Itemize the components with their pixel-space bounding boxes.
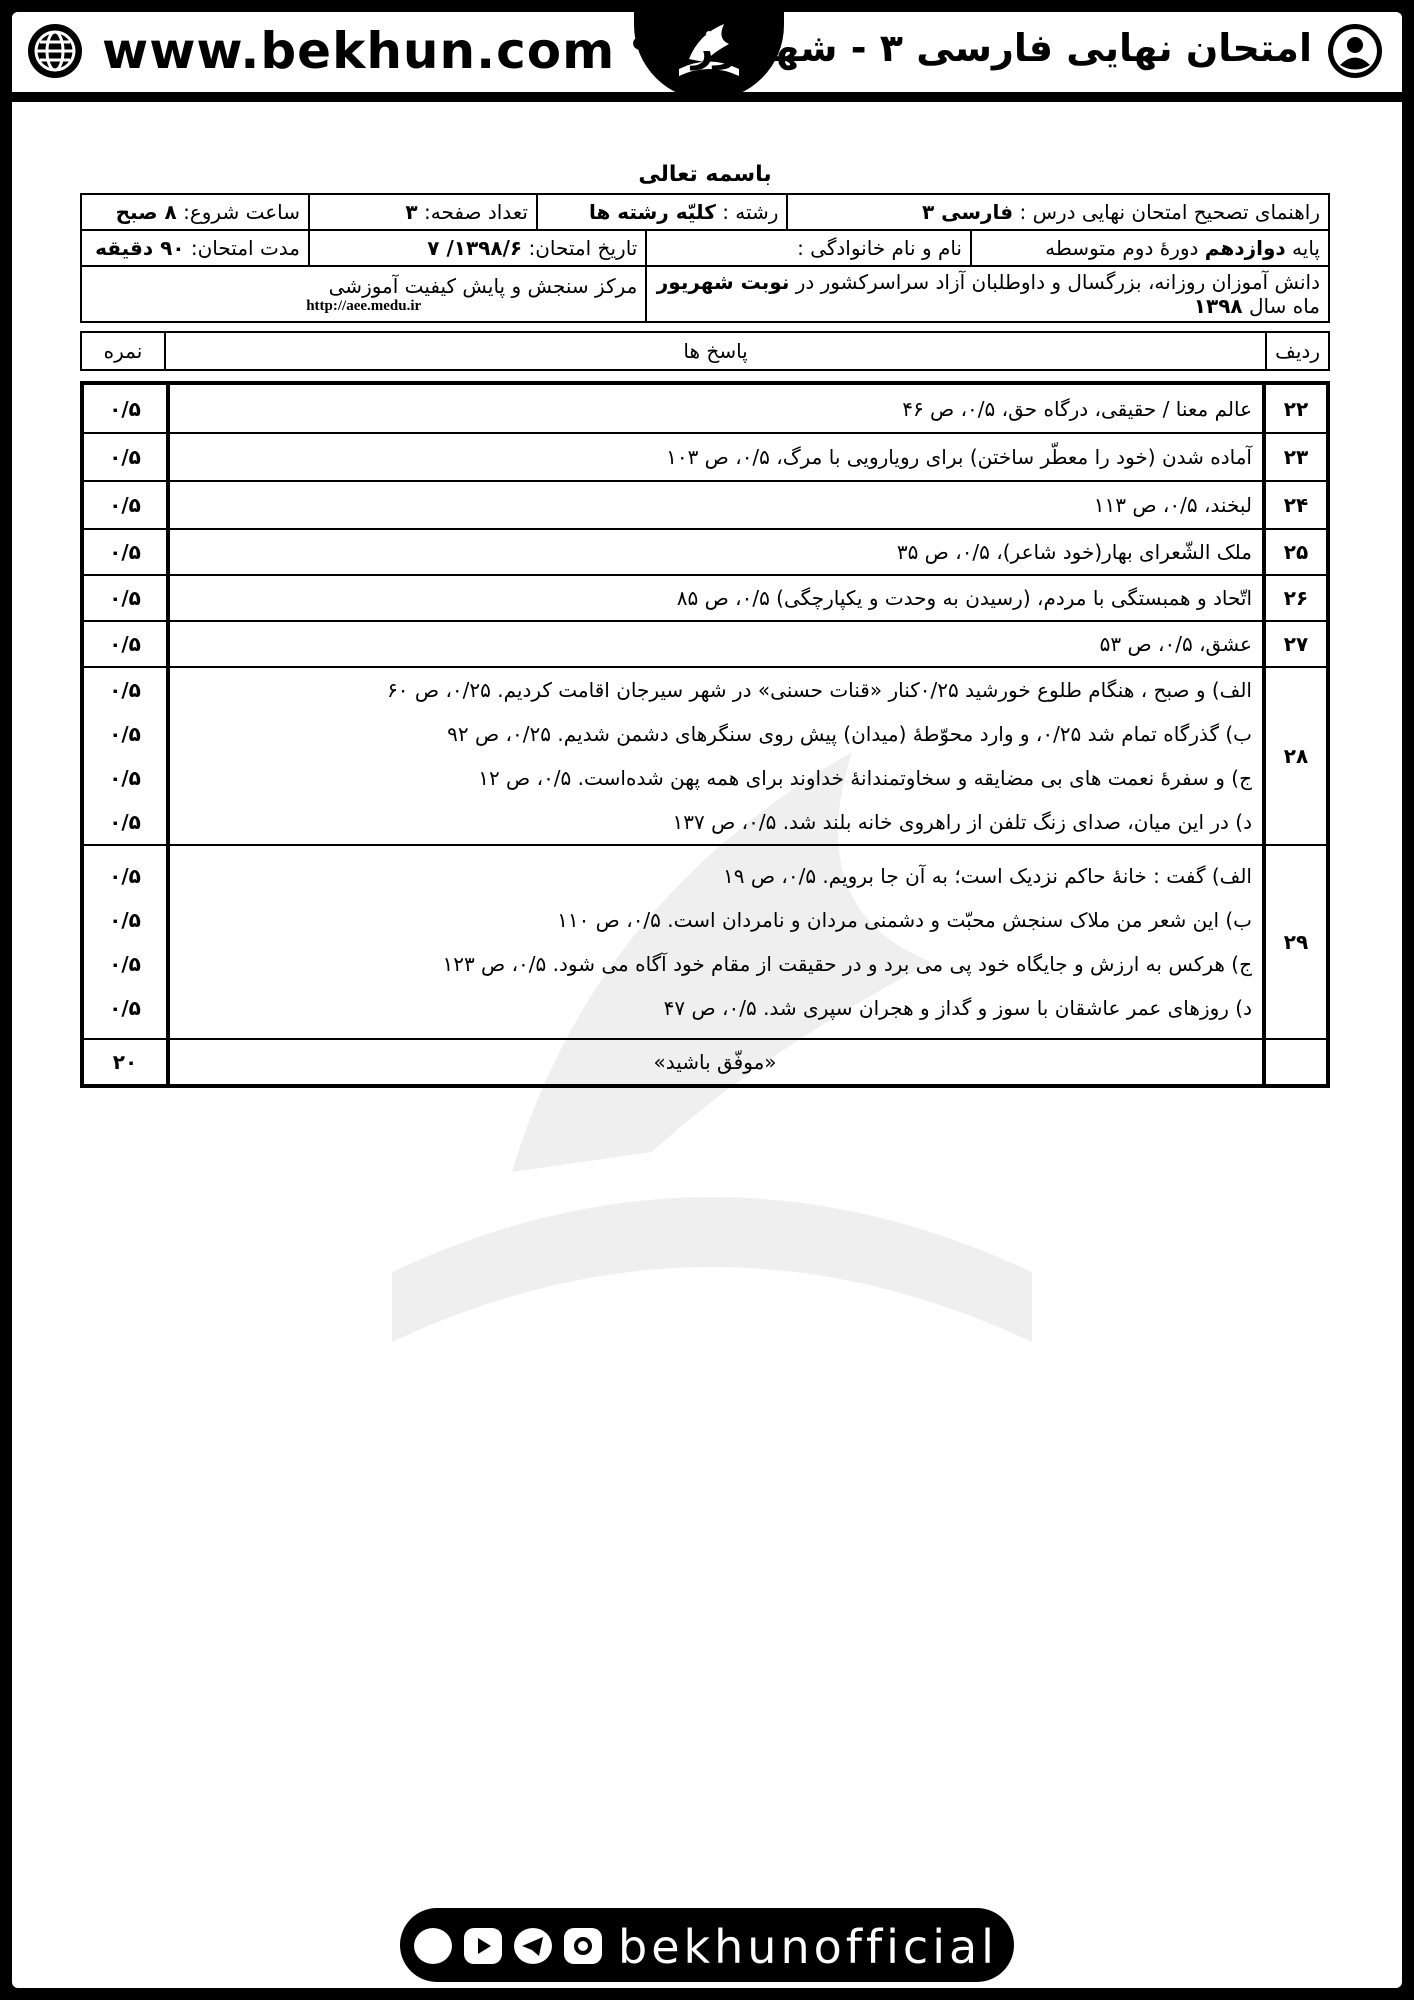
answer-line: د) روزهای عمر عاشقان با سوز و گداز و هجران سپری شد. ۰/۵، ص ۴۷ <box>663 996 1252 1020</box>
score-cell <box>82 529 168 575</box>
globe-icon <box>26 22 84 80</box>
answer-line: ب) گذرگاه تمام شد ۰/۲۵، و وارد محوّطهٔ (میدان) پیش روی سنگرهای دشمن شدیم. ۰/۲۵، ص ۹۲ <box>447 722 1252 746</box>
answer-row <box>82 621 1328 667</box>
answer-text <box>168 667 1264 845</box>
answer-line: آماده شدن (خود را معطّر ساختن) برای رویارویی با مرگ، ۰/۵، ص ۱۰۳ <box>666 445 1252 469</box>
score-value: ۰/۵ <box>109 586 141 610</box>
answer-text <box>168 575 1264 621</box>
row-number: ۲۹ <box>1264 845 1328 1039</box>
column-header-table <box>80 331 1330 371</box>
score-value: ۰/۵ <box>109 766 141 790</box>
row-number: ۲۵ <box>1264 529 1328 575</box>
answers-table <box>80 381 1330 1088</box>
total-score: ۲۰ <box>82 1039 168 1086</box>
aparat-icon[interactable] <box>414 1928 452 1964</box>
closing-row-num <box>1264 1039 1328 1086</box>
col-row-header: ردیف <box>1266 332 1329 370</box>
row-number: ۲۷ <box>1264 621 1328 667</box>
score-cell <box>82 481 168 529</box>
top-banner <box>12 12 1402 102</box>
answer-line: ج) و سفرهٔ نعمت های بی مضایقه و سخاوتمندانهٔ خداوند برای همه پهن شده‌است. ۰/۵، ص ۱۲ <box>478 766 1252 790</box>
answer-text <box>168 529 1264 575</box>
score-value: ۰/۵ <box>109 493 141 517</box>
answer-row <box>82 845 1328 1039</box>
grade-cell: پایه دوازدهم دورهٔ دوم متوسطه <box>971 230 1329 266</box>
students-cell: دانش آموزان روزانه، بزرگسال و داوطلبان آزاد سراسرکشور در نوبت شهریور ماه سال ۱۳۹۸ <box>646 266 1329 322</box>
answer-line: عشق، ۰/۵، ص ۵۳ <box>1099 632 1252 656</box>
social-handle[interactable]: bekhunofficial <box>618 1920 998 1974</box>
bismillah-heading: باسمه تعالی <box>638 162 772 187</box>
instagram-icon[interactable] <box>564 1928 602 1964</box>
score-cell <box>82 667 168 845</box>
answer-row <box>82 667 1328 845</box>
answer-line: ب) این شعر من ملاک سنجش محبّت و دشمنی مردان و نامردان است. ۰/۵، ص ۱۱۰ <box>557 908 1252 932</box>
score-cell <box>82 575 168 621</box>
answer-line: ملک الشّعرای بهار(خود شاعر)، ۰/۵، ص ۳۵ <box>896 540 1252 564</box>
answer-row <box>82 481 1328 529</box>
pages-cell: تعداد صفحه: ۳ <box>309 194 537 230</box>
col-answers-header: پاسخ ها <box>165 332 1266 370</box>
name-cell: نام و نام خانوادگی : <box>646 230 971 266</box>
score-value: ۰/۵ <box>109 678 141 702</box>
col-score-header: نمره <box>81 332 165 370</box>
score-cell <box>82 845 168 1039</box>
answer-text <box>168 845 1264 1039</box>
answer-text <box>168 481 1264 529</box>
score-cell <box>82 383 168 433</box>
duration-cell: مدت امتحان: ۹۰ دقیقه <box>81 230 309 266</box>
score-value: ۰/۵ <box>109 952 141 976</box>
score-value: ۰/۵ <box>109 722 141 746</box>
row-number: ۲۳ <box>1264 433 1328 481</box>
answer-text <box>168 433 1264 481</box>
answer-line: ج) هرکس به ارزش و جایگاه خود پی می برد و در حقیقت از مقام خود آگاه می شود. ۰/۵، ص ۱۲۳ <box>442 952 1252 976</box>
score-value: ۰/۵ <box>109 632 141 656</box>
row-number: ۲۸ <box>1264 667 1328 845</box>
answer-text <box>168 621 1264 667</box>
major-cell: رشته : کلیّه رشته ها <box>537 194 787 230</box>
row-number: ۲۴ <box>1264 481 1328 529</box>
score-cell <box>82 621 168 667</box>
youtube-icon[interactable] <box>464 1928 502 1964</box>
answer-row <box>82 529 1328 575</box>
answer-line: عالم معنا / حقیقی، درگاه حق، ۰/۵، ص ۴۶ <box>902 396 1252 421</box>
answer-row <box>82 383 1328 433</box>
score-value: ۰/۵ <box>109 540 141 564</box>
page-title: امتحان نهایی فارسی ۳ - شهریور ۹۸ <box>631 26 1312 70</box>
answer-line: الف) گفت : خانهٔ حاکم نزدیک است؛ به آن جا برویم. ۰/۵، ص ۱۹ <box>723 864 1252 888</box>
answer-row <box>82 575 1328 621</box>
score-cell <box>82 433 168 481</box>
answer-line: د) در این میان، صدای زنگ تلفن از راهروی خانه بلند شد. ۰/۵، ص ۱۳۷ <box>672 810 1252 834</box>
closing-text: «موفّق باشید» <box>168 1039 1264 1086</box>
exam-header-table <box>80 193 1330 323</box>
guide-cell: راهنمای تصحیح امتحان نهایی درس : فارسی ۳ <box>787 194 1329 230</box>
exam-document <box>80 162 1330 1088</box>
answer-line: اتّحاد و همبستگی با مردم، (رسیدن به وحدت و یکپارچگی) ۰/۵، ص ۸۵ <box>676 586 1252 610</box>
center-cell: مرکز سنجش و پایش کیفیت آموزشی http://aee.medu.ir <box>81 266 646 322</box>
answer-text <box>168 383 1264 433</box>
answer-line: لبخند، ۰/۵، ص ۱۱۳ <box>1093 493 1252 517</box>
telegram-icon[interactable] <box>514 1928 552 1964</box>
score-value: ۰/۵ <box>109 996 141 1020</box>
page <box>12 12 1402 1988</box>
date-cell: تاریخ امتحان: ۱۳۹۸/۶/ ۷ <box>309 230 646 266</box>
user-icon <box>1326 22 1384 80</box>
score-value: ۰/۵ <box>109 445 141 469</box>
score-value: ۰/۵ <box>109 864 141 888</box>
start-time-cell: ساعت شروع: ۸ صبح <box>81 194 309 230</box>
score-value: ۰/۵ <box>109 908 141 932</box>
answer-row <box>82 433 1328 481</box>
score-value: ۰/۵ <box>109 396 141 421</box>
center-url[interactable]: http://aee.medu.ir <box>306 297 422 314</box>
score-value: ۰/۵ <box>109 810 141 834</box>
row-number: ۲۶ <box>1264 575 1328 621</box>
social-footer <box>400 1908 1014 1982</box>
answer-line: الف) و صبح ، هنگام طلوع خورشید ۰/۲۵کنار «قنات حسنی» در شهر سیرجان اقامت کردیم. ۰/۲۵، ص ۶۰ <box>387 678 1252 702</box>
site-url[interactable]: www.bekhun.com <box>102 22 616 80</box>
row-number: ۲۲ <box>1264 383 1328 433</box>
